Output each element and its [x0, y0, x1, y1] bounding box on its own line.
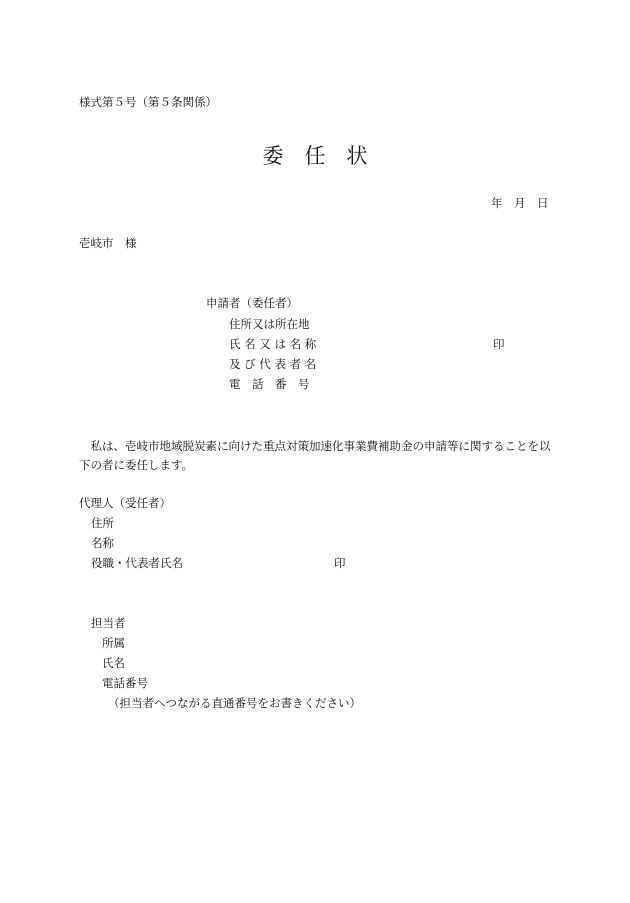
form-number: 様式第５号（第５条関係）	[79, 95, 217, 109]
date-line: 年 月 日	[491, 196, 549, 210]
applicant-name-label: 氏 名 又 は 名 称	[229, 337, 317, 351]
applicant-address-label: 住所又は所在地	[229, 317, 310, 331]
applicant-phone-label: 電 話 番 号	[229, 377, 310, 391]
contact-department-label: 所属	[102, 636, 125, 650]
document-title: 委 任 状	[262, 144, 368, 168]
contact-phone-label: 電話番号	[102, 676, 148, 690]
agent-seal-mark: 印	[334, 556, 346, 570]
agent-title-name-label: 役職・代表者氏名	[91, 556, 183, 570]
contact-heading: 担当者	[91, 616, 126, 630]
addressee: 壱岐市 様	[79, 236, 137, 250]
contact-name-label: 氏名	[102, 656, 125, 670]
applicant-heading: 申請者（委任者）	[206, 296, 298, 310]
contact-phone-note: （担当者へつながる直通番号をお書きください）	[108, 696, 361, 710]
applicant-representative-label: 及 び 代 表 者 名	[229, 357, 317, 371]
applicant-seal-mark: 印	[493, 337, 505, 351]
delegation-statement: 私は、壱岐市地域脱炭素に向けた重点対策加速化事業費補助金の申請等に関することを以下の者に委任します。	[79, 439, 551, 472]
agent-name-label: 名称	[91, 536, 114, 550]
agent-address-label: 住所	[91, 516, 114, 530]
agent-heading: 代理人（受任者）	[79, 496, 171, 510]
